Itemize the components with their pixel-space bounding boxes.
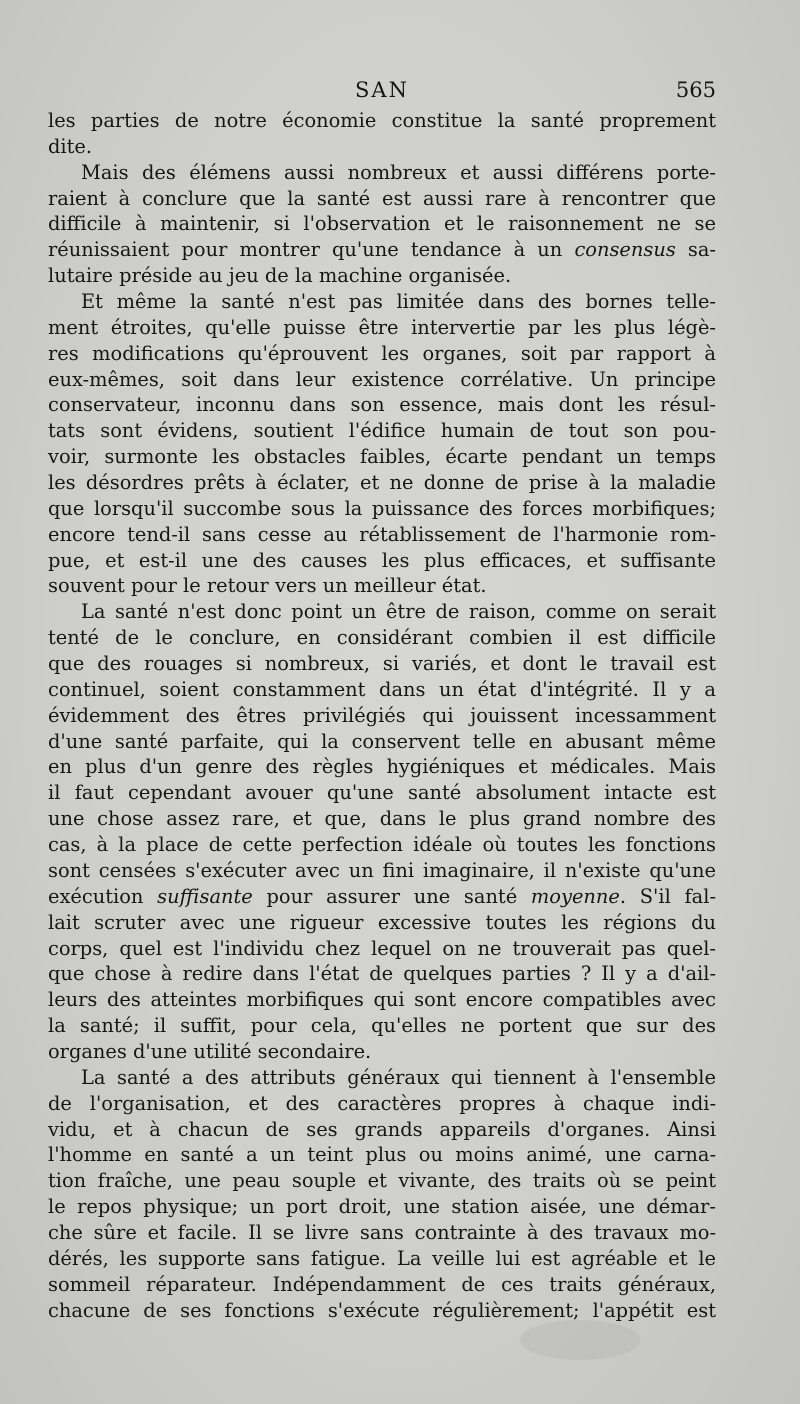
text-line (48, 599, 716, 625)
text-line (48, 548, 716, 574)
line-text: tion fraîche, une peau souple et vivante, des traits où se peint (48, 1169, 716, 1193)
text-line (48, 780, 716, 806)
text-line (48, 936, 716, 962)
line-text: encore tend-il sans cesse au rétablissement de l'harmonie rom- (48, 522, 716, 546)
text-line (48, 573, 716, 599)
text-line (48, 367, 716, 393)
line-text: sommeil réparateur. Indépendamment de ces traits généraux, (48, 1272, 716, 1296)
italic-word: suffisante (157, 884, 253, 908)
line-text: l'homme en santé a un teint plus ou moins animé, une carna- (48, 1143, 716, 1167)
text-line (48, 625, 716, 651)
text-line (48, 1298, 716, 1324)
line-text: voir, surmonte les obstacles faibles, écarte pendant un temps (48, 445, 716, 469)
text-line (48, 832, 716, 858)
line-text: eux-mêmes, soit dans leur existence corrélative. Un principe (48, 367, 716, 391)
text-line (48, 211, 716, 237)
text-line (48, 703, 716, 729)
page-header (48, 78, 716, 108)
text-line (48, 910, 716, 936)
line-text: tats sont évidens, soutient l'édifice humain de tout son pou- (48, 419, 716, 443)
line-text: ment étroites, qu'elle puisse être intervertie par les plus légè- (48, 315, 716, 339)
line-text: en plus d'un genre des règles hygiéniques et médicales. Mais (48, 755, 716, 779)
line-text: vidu, et à chacun de ses grands appareils d'organes. Ainsi (48, 1117, 716, 1141)
line-text: leurs des atteintes morbifiques qui sont encore compatibles avec (48, 988, 716, 1012)
line-text: Mais des élémens aussi nombreux et aussi différens porte- (81, 160, 716, 184)
running-head: SAN (355, 78, 409, 102)
line-text: La santé a des attributs généraux qui tiennent à l'ensemble (81, 1065, 716, 1089)
line-text: une chose assez rare, et que, dans le plus grand nombre des (48, 807, 716, 831)
text-line (48, 729, 716, 755)
line-text: que des rouages si nombreux, si variés, et dont le travail est (48, 652, 716, 676)
line-text: les parties de notre économie constitue la santé proprement (48, 109, 716, 132)
text-line (48, 237, 716, 263)
line-text: dérés, les supporte sans fatigue. La veille lui est agréable et le (48, 1246, 716, 1270)
text-line (48, 522, 716, 548)
line-text: organes d'une utilité secondaire. (48, 1039, 372, 1063)
line-text: de l'organisation, et des caractères propres à chaque indi- (48, 1091, 716, 1115)
line-text: corps, quel est l'individu chez lequel on ne trouverait pas quel- (48, 936, 716, 960)
text-line (48, 884, 716, 910)
text-line (48, 263, 716, 289)
line-text: conservateur, inconnu dans son essence, mais dont les résul- (48, 393, 716, 417)
text-line (48, 1194, 716, 1220)
text-line (48, 987, 716, 1013)
line-text: les désordres prêts à éclater, et ne donne de prise à la maladie (48, 471, 716, 495)
line-text: che sûre et facile. Il se livre sans contrainte à des travaux mo- (48, 1220, 716, 1244)
text-line (48, 160, 716, 186)
text-line (48, 1220, 716, 1246)
text-line (48, 651, 716, 677)
line-text: sont censées s'exécuter avec un fini imaginaire, il n'existe qu'une (48, 858, 716, 882)
text-line (48, 1013, 716, 1039)
line-text: lutaire préside au jeu de la machine organisée. (48, 264, 512, 288)
text-line (48, 806, 716, 832)
text-line (48, 677, 716, 703)
text-line (48, 1272, 716, 1298)
line-text: res modifications qu'éprouvent les organes, soit par rapport à (48, 341, 716, 365)
text-line (48, 392, 716, 418)
text-line (48, 108, 716, 134)
text-line (48, 961, 716, 987)
body-text (48, 108, 716, 1323)
text-line (48, 1091, 716, 1117)
text-line (48, 470, 716, 496)
text-line (48, 1246, 716, 1272)
page-number: 565 (675, 78, 716, 102)
italic-word: consensus (574, 238, 676, 262)
text-line (48, 341, 716, 367)
line-text: pue, et est-il une des causes les plus efficaces, et suffisante (48, 548, 716, 572)
text-line (48, 754, 716, 780)
line-text: que lorsqu'il succombe sous la puissance des forces morbifiques; (48, 496, 716, 520)
line-text: exécution (48, 884, 158, 908)
text-line (48, 1142, 716, 1168)
line-text: sa- (675, 238, 716, 262)
line-text: lait scruter avec une rigueur excessive toutes les régions du (48, 910, 716, 934)
text-line (48, 289, 716, 315)
line-text: la santé; il suffit, pour cela, qu'elles ne portent que sur des (48, 1014, 716, 1038)
text-line (48, 1039, 716, 1065)
text-line (48, 418, 716, 444)
line-text: continuel, soient constamment dans un état d'intégrité. Il y a (48, 677, 716, 701)
line-text: réunissaient pour montrer qu'une tendance à un (48, 238, 575, 262)
line-text: que chose à redire dans l'état de quelques parties ? Il y a d'ail- (48, 962, 716, 986)
line-text: Et même la santé n'est pas limitée dans des bornes telle- (81, 290, 716, 314)
line-text: évidemment des êtres privilégiés qui jouissent incessamment (48, 703, 716, 727)
text-line (48, 1168, 716, 1194)
line-text: tenté de le conclure, en considérant combien il est difficile (48, 626, 716, 650)
text-line (48, 496, 716, 522)
line-text: pour assurer une santé (252, 884, 531, 908)
text-line (48, 134, 716, 160)
text-line (48, 858, 716, 884)
text-line (48, 1065, 716, 1091)
text-line (48, 186, 716, 212)
line-text: cas, à la place de cette perfection idéale où toutes les fonctions (48, 833, 716, 857)
line-text: La santé n'est donc point un être de raison, comme on serait (81, 600, 716, 624)
italic-word: moyenne (530, 884, 620, 908)
line-text: le repos physique; un port droit, une station aisée, une démar- (48, 1195, 716, 1219)
line-text: dite. (48, 134, 93, 158)
line-text: chacune de ses fonctions s'exécute régulièrement; l'appétit est (48, 1298, 716, 1322)
paper-stain (520, 1320, 640, 1360)
text-line (48, 444, 716, 470)
line-text: il faut cependant avouer qu'une santé absolument intacte est (48, 781, 716, 805)
text-line (48, 315, 716, 341)
line-text: souvent pour le retour vers un meilleur état. (48, 574, 487, 598)
line-text: raient à conclure que la santé est aussi rare à rencontrer que (48, 186, 716, 210)
line-text: . S'il fal- (619, 884, 716, 908)
line-text: d'une santé parfaite, qui la conservent telle en abusant même (48, 729, 716, 753)
line-text: difficile à maintenir, si l'observation et le raisonnement ne se (48, 212, 716, 236)
text-line (48, 1117, 716, 1143)
